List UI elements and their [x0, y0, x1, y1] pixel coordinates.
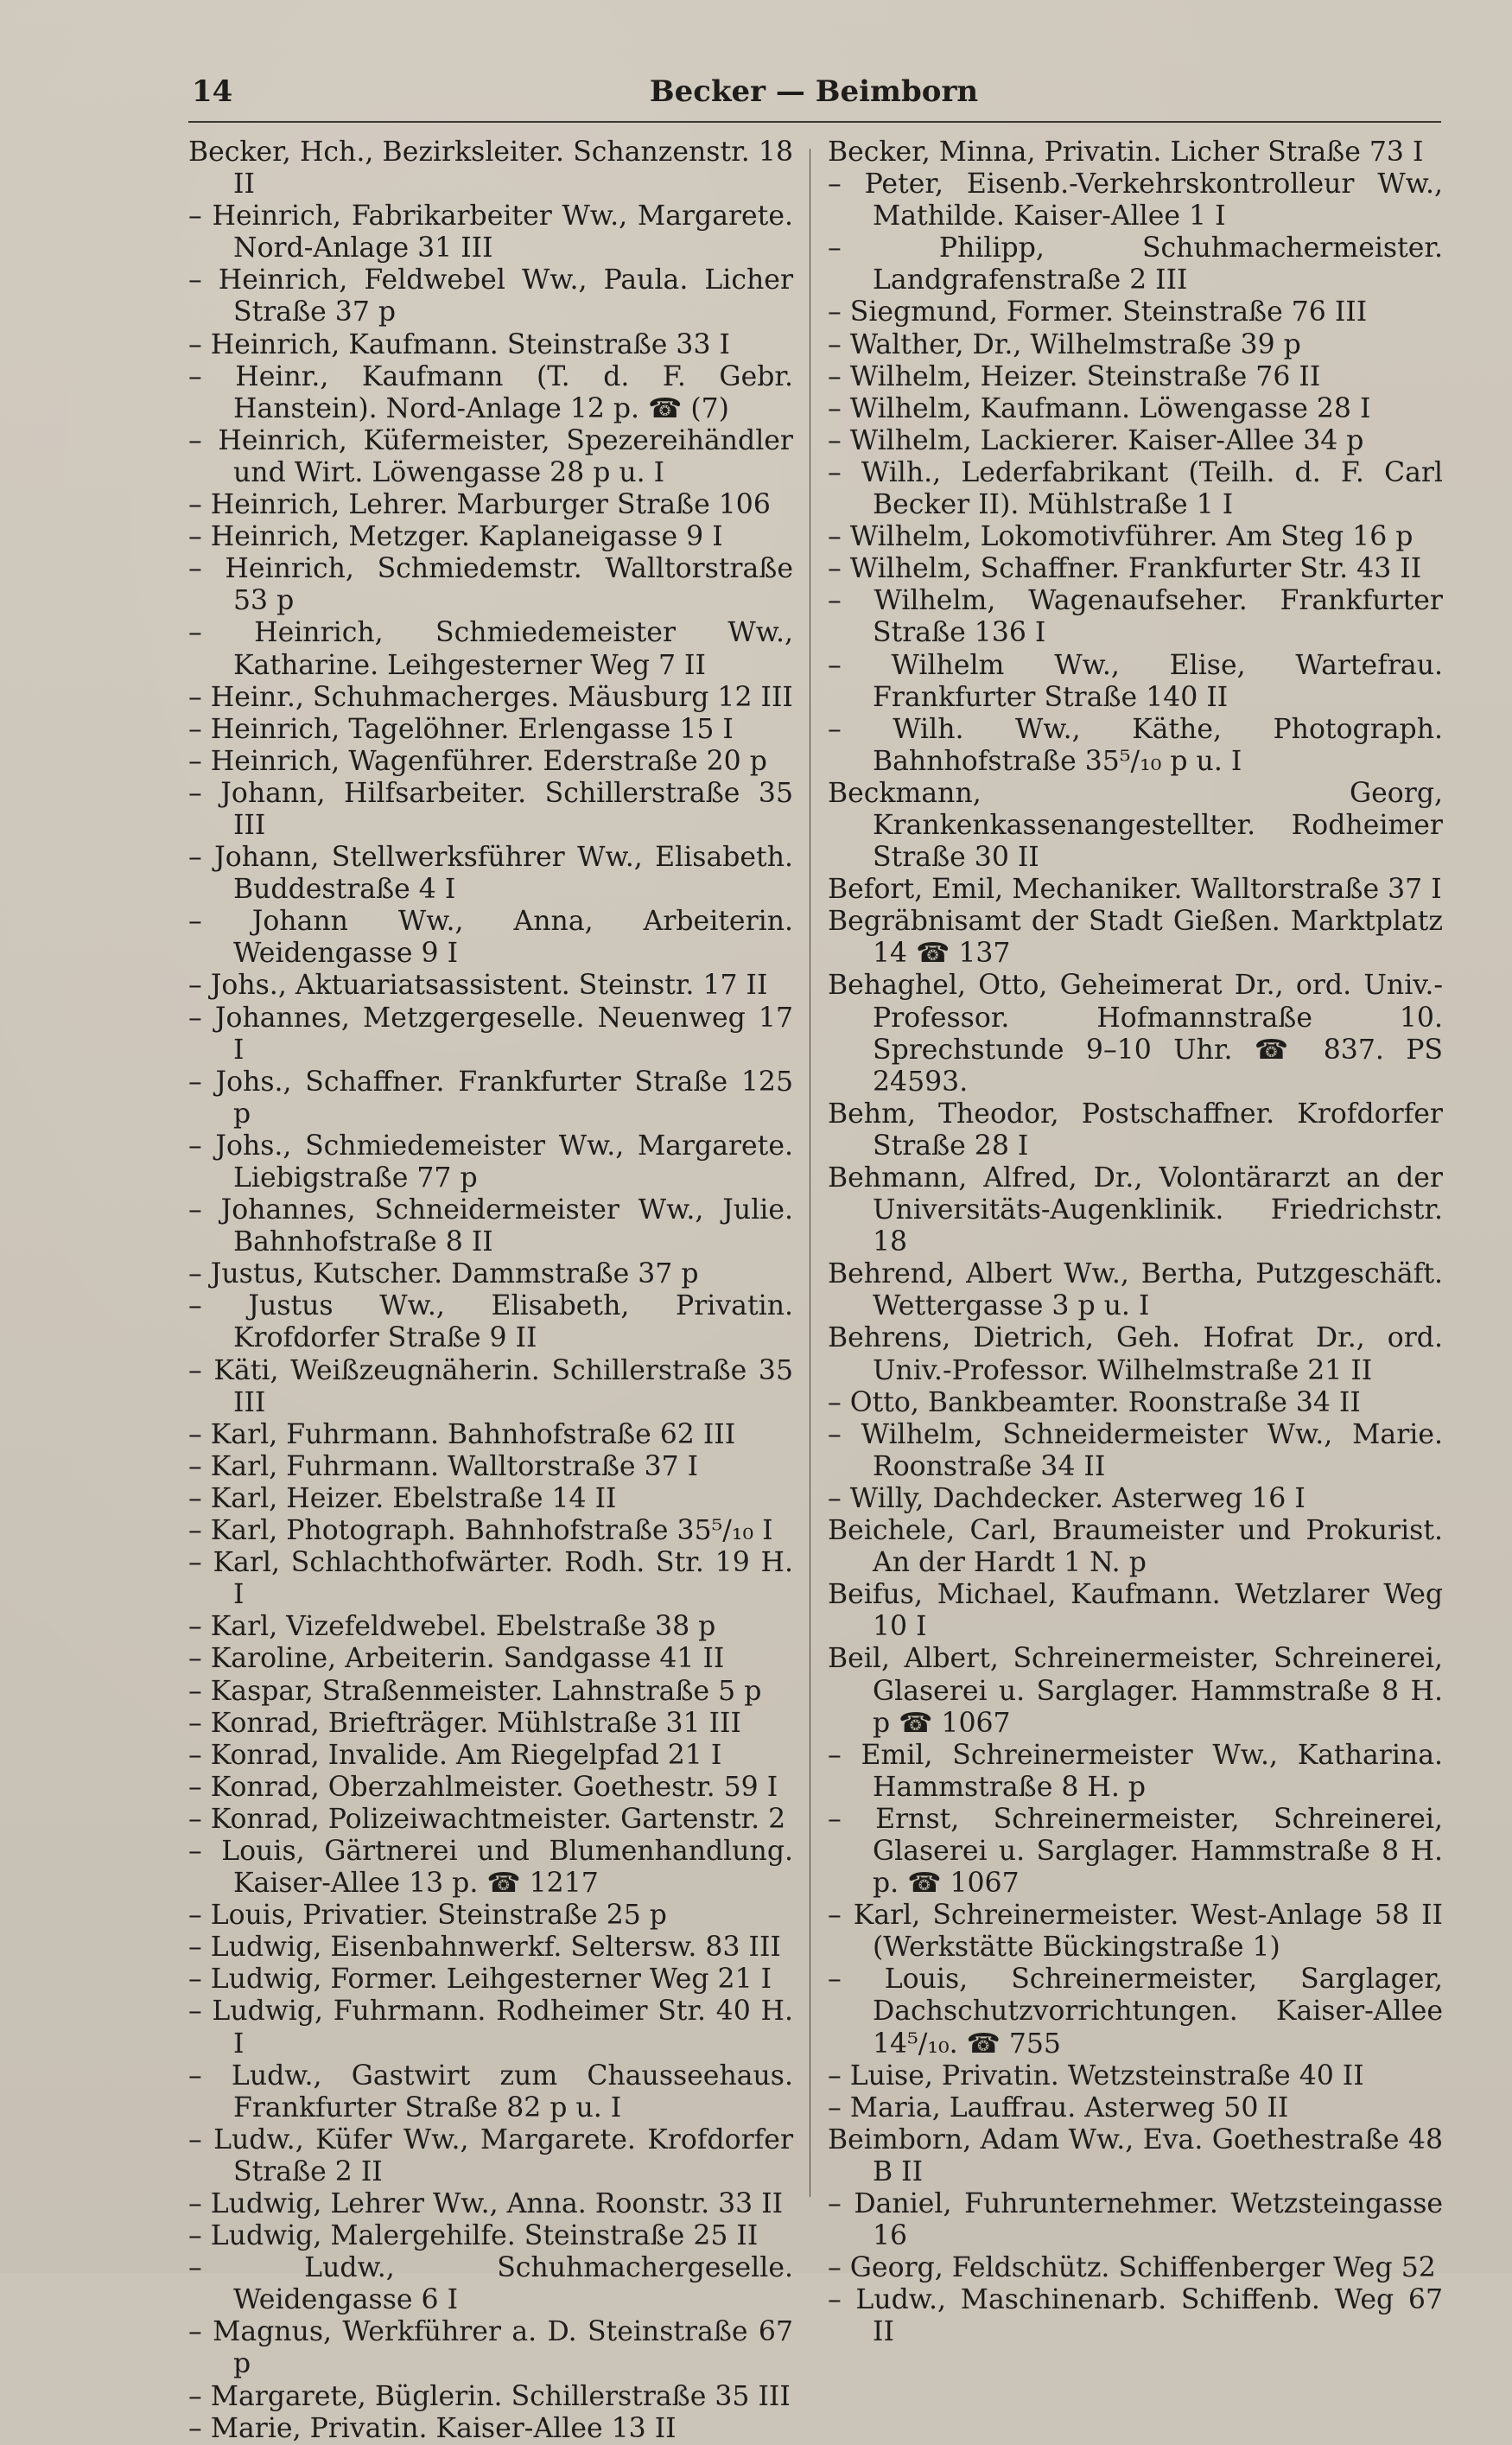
directory-entry: – Heinrich, Lehrer. Marburger Straße 106 — [188, 489, 771, 521]
directory-entry: – Siegmund, Former. Steinstraße 76 III — [828, 296, 1368, 328]
directory-entry: – Karl, Schreinermeister. West-Anlage 58 II (Werkstätte Bückingstraße 1) — [828, 1900, 1443, 1964]
directory-entry: – Ludw., Maschinenarb. Schiffenb. Weg 67 II — [828, 2284, 1443, 2348]
directory-entry: – Wilhelm, Lokomotivführer. Am Steg 16 p — [828, 521, 1414, 553]
directory-entry: – Wilhelm, Schaffner. Frankfurter Str. 43 II — [828, 553, 1422, 585]
directory-entry: – Peter, Eisenb.-Verkehrskontrolleur Ww., Mathilde. Kaiser-Allee 1 I — [828, 169, 1443, 232]
directory-entry: – Louis, Schreinermeister, Sarglager, Dachschutzvorrichtungen. Kaiser-Allee 14⁵/₁₀. ☎ 755 — [828, 1964, 1443, 2060]
directory-entry: – Ludwig, Eisenbahnwerkf. Seltersw. 83 III — [188, 1932, 781, 1964]
directory-entry: – Karl, Fuhrmann. Bahnhofstraße 62 III — [188, 1418, 736, 1450]
directory-entry: – Wilhelm, Lackierer. Kaiser-Allee 34 p — [828, 424, 1364, 456]
directory-entry: – Johann, Hilfsarbeiter. Schillerstraße 35 III — [188, 777, 793, 841]
directory-entry: – Ludwig, Lehrer Ww., Anna. Roonstr. 33 II — [188, 2188, 784, 2219]
directory-entry: – Otto, Bankbeamter. Roonstraße 34 II — [828, 1386, 1361, 1418]
directory-entry: – Kaspar, Straßenmeister. Lahnstraße 5 p — [188, 1675, 762, 1707]
directory-entry: – Konrad, Invalide. Am Riegelpfad 21 I — [188, 1739, 722, 1771]
directory-entry: Beil, Albert, Schreinermeister, Schreinerei, Glaserei u. Sarglager. Hammstraße 8 H. p ☎ 1067 — [828, 1643, 1443, 1739]
directory-entry: – Louis, Privatier. Steinstraße 25 p — [188, 1900, 667, 1932]
directory-entry: – Ludwig, Malergehilfe. Steinstraße 25 II — [188, 2220, 759, 2252]
directory-entry: – Wilhelm, Heizer. Steinstraße 76 II — [828, 360, 1321, 392]
directory-entry: – Emil, Schreinermeister Ww., Katharina. Hammstraße 8 H. p — [828, 1739, 1443, 1803]
directory-entry: – Johs., Schaffner. Frankfurter Straße 125 p — [188, 1066, 793, 1130]
directory-entry: Beifus, Michael, Kaufmann. Wetzlarer Weg 10 I — [828, 1579, 1443, 1643]
directory-entry: – Heinr., Schuhmacherges. Mäusburg 12 III — [188, 681, 793, 713]
directory-entry: – Louis, Gärtnerei und Blumenhandlung. Kaiser-Allee 13 p. ☎ 1217 — [188, 1835, 793, 1900]
directory-entry: – Heinrich, Tagelöhner. Erlengasse 15 I — [188, 713, 734, 745]
directory-entry: Becker, Minna, Privatin. Licher Straße 73 I — [828, 137, 1424, 168]
directory-entry: – Georg, Feldschütz. Schiffenberger Weg 52 — [828, 2252, 1436, 2284]
directory-entry: – Justus Ww., Elisabeth, Privatin. Krofdorfer Straße 9 II — [188, 1290, 793, 1354]
directory-entry: – Karl, Heizer. Ebelstraße 14 II — [188, 1482, 617, 1514]
directory-entry: – Karl, Photograph. Bahnhofstraße 35⁵/₁₀ I — [188, 1515, 773, 1547]
directory-entry: – Heinrich, Metzger. Kaplaneigasse 9 I — [188, 521, 723, 553]
directory-entry: Beckmann, Georg, Krankenkassenangestellter. Rodheimer Straße 30 II — [828, 777, 1443, 874]
header-rule — [188, 121, 1441, 123]
directory-entry: – Heinrich, Schmiedemeister Ww., Katharine. Leihgesterner Weg 7 II — [188, 617, 793, 681]
directory-entry: – Ludw., Gastwirt zum Chausseehaus. Frankfurter Straße 82 p u. I — [188, 2060, 793, 2123]
directory-entry: – Konrad, Oberzahlmeister. Goethestr. 59 I — [188, 1771, 778, 1803]
directory-entry: Behrend, Albert Ww., Bertha, Putzgeschäft. Wettergasse 3 p u. I — [828, 1258, 1443, 1322]
directory-entry: – Johs., Aktuariatsassistent. Steinstr. 17 II — [188, 970, 768, 1002]
directory-entry: Befort, Emil, Mechaniker. Walltorstraße 37 I — [828, 874, 1442, 906]
directory-entry: – Johann, Stellwerksführer Ww., Elisabeth. Buddestraße 4 I — [188, 842, 793, 906]
directory-entry: Begräbnisamt der Stadt Gießen. Marktplatz 14 ☎ 137 — [828, 906, 1443, 970]
directory-entry: – Heinrich, Küfermeister, Spezereihändler und Wirt. Löwengasse 28 p u. I — [188, 424, 793, 488]
directory-entry: – Heinrich, Schmiedemstr. Walltorstraße 53 p — [188, 553, 793, 617]
directory-entry: – Ludw., Schuhmachergeselle. Weidengasse 6 I — [188, 2252, 793, 2316]
directory-entry: – Wilhelm Ww., Elise, Wartefrau. Frankfurter Straße 140 II — [828, 649, 1443, 713]
directory-entry: – Heinr., Kaufmann (T. d. F. Gebr. Hanstein). Nord-Anlage 12 p. ☎ (7) — [188, 360, 793, 424]
directory-entry: Becker, Hch., Bezirksleiter. Schanzenstr. 18 II — [188, 137, 793, 201]
directory-entry: – Marie, Privatin. Kaiser-Allee 13 II — [188, 2412, 677, 2444]
directory-entry: – Johann Ww., Anna, Arbeiterin. Weidengasse 9 I — [188, 906, 793, 970]
directory-entry: – Wilhelm, Wagenaufseher. Frankfurter Straße 136 I — [828, 585, 1443, 649]
directory-entry: – Willy, Dachdecker. Asterweg 16 I — [828, 1482, 1306, 1514]
directory-entry: – Wilh., Lederfabrikant (Teilh. d. F. Carl Becker II). Mühlstraße 1 I — [828, 456, 1443, 521]
directory-entry: Behmann, Alfred, Dr., Volontärarzt an der Universitäts-Augenklinik. Friedrichstr. 18 — [828, 1162, 1443, 1258]
directory-entry: – Karl, Schlachthofwärter. Rodh. Str. 19 H. I — [188, 1547, 793, 1611]
running-title: Becker — Beimborn — [649, 74, 979, 109]
directory-entry: Behm, Theodor, Postschaffner. Krofdorfer Straße 28 I — [828, 1098, 1443, 1162]
directory-entry: Behrens, Dietrich, Geh. Hofrat Dr., ord. Univ.-Professor. Wilhelmstraße 21 II — [828, 1322, 1443, 1386]
directory-entry: – Daniel, Fuhrunternehmer. Wetzsteingasse 16 — [828, 2188, 1443, 2252]
directory-entry: Beichele, Carl, Braumeister und Prokurist. An der Hardt 1 N. p — [828, 1515, 1443, 1579]
directory-entry: – Ludwig, Former. Leihgesterner Weg 21 I — [188, 1964, 772, 1996]
directory-entry: – Ludw., Küfer Ww., Margarete. Krofdorfer Straße 2 II — [188, 2123, 793, 2187]
directory-entry: – Maria, Lauffrau. Asterweg 50 II — [828, 2092, 1289, 2123]
page-number: 14 — [192, 74, 233, 109]
right-column — [828, 137, 1443, 2348]
directory-entry: – Johannes, Schneidermeister Ww., Julie. Bahnhofstraße 8 II — [188, 1194, 793, 1258]
directory-entry: – Ernst, Schreinermeister, Schreinerei, Glaserei u. Sarglager. Hammstraße 8 H. p. ☎ 1067 — [828, 1803, 1443, 1900]
left-column — [188, 137, 793, 2444]
directory-entry: – Walther, Dr., Wilhelmstraße 39 p — [828, 328, 1301, 360]
directory-entry: – Wilh. Ww., Käthe, Photograph. Bahnhofstraße 35⁵/₁₀ p u. I — [828, 713, 1443, 777]
directory-entry: – Karoline, Arbeiterin. Sandgasse 41 II — [188, 1643, 725, 1675]
directory-entry: – Magnus, Werkführer a. D. Steinstraße 67 p — [188, 2316, 793, 2380]
directory-entry: – Justus, Kutscher. Dammstraße 37 p — [188, 1258, 699, 1290]
directory-entry: – Karl, Vizefeldwebel. Ebelstraße 38 p — [188, 1611, 716, 1643]
directory-entry: – Johannes, Metzgergeselle. Neuenweg 17 I — [188, 1002, 793, 1066]
directory-entry: – Wilhelm, Kaufmann. Löwengasse 28 I — [828, 392, 1371, 424]
directory-entry: – Heinrich, Kaufmann. Steinstraße 33 I — [188, 328, 730, 360]
directory-entry: – Heinrich, Fabrikarbeiter Ww., Margarete. Nord-Anlage 31 III — [188, 201, 793, 264]
directory-entry: Behaghel, Otto, Geheimerat Dr., ord. Univ.-Professor. Hofmannstraße 10. Sprechstunde 9–10 Uhr. ☎ 837. PS 24593. — [828, 970, 1443, 1098]
directory-entry: Beimborn, Adam Ww., Eva. Goethestraße 48 B II — [828, 2123, 1443, 2187]
directory-entry: – Konrad, Briefträger. Mühlstraße 31 III — [188, 1707, 741, 1739]
directory-entry: – Wilhelm, Schneidermeister Ww., Marie. Roonstraße 34 II — [828, 1418, 1443, 1482]
directory-entry: – Heinrich, Wagenführer. Ederstraße 20 p — [188, 745, 767, 777]
directory-entry: – Luise, Privatin. Wetzsteinstraße 40 II — [828, 2060, 1364, 2092]
directory-entry: – Ludwig, Fuhrmann. Rodheimer Str. 40 H. I — [188, 1996, 793, 2060]
directory-entry: – Konrad, Polizeiwachtmeister. Gartenstr. 2 — [188, 1803, 786, 1835]
directory-entry: – Margarete, Büglerin. Schillerstraße 35 III — [188, 2380, 791, 2412]
directory-entry: – Philipp, Schuhmachermeister. Landgrafenstraße 2 III — [828, 232, 1443, 296]
directory-entry: – Karl, Fuhrmann. Walltorstraße 37 I — [188, 1450, 699, 1482]
page-header — [192, 74, 1436, 118]
directory-entry: – Heinrich, Feldwebel Ww., Paula. Licher Straße 37 p — [188, 264, 793, 328]
directory-entry: – Käti, Weißzeugnäherin. Schillerstraße 35 III — [188, 1354, 793, 1418]
directory-entry: – Johs., Schmiedemeister Ww., Margarete. Liebigstraße 77 p — [188, 1130, 793, 1194]
